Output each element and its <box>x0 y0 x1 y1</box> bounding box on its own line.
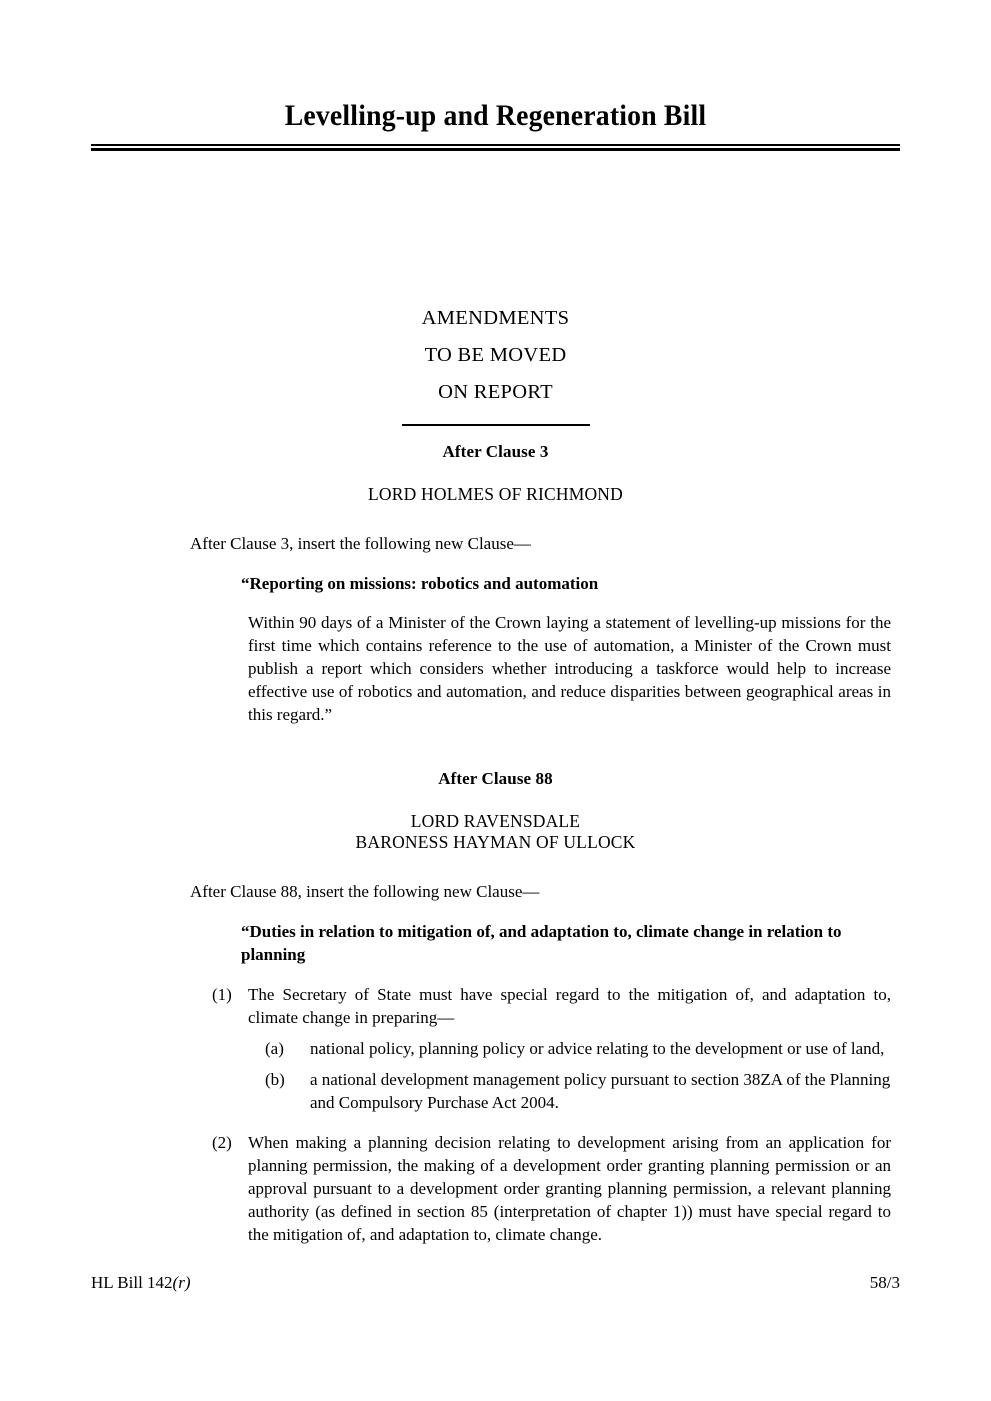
heading-line-amendments: AMENDMENTS <box>421 307 570 329</box>
subsection-marker: (2) <box>212 1133 232 1152</box>
sponsor-name: LORD HOLMES OF RICHMOND <box>368 484 623 504</box>
subsection-text: The Secretary of State must have special regard to the mitigation of, and adaptation to, climate change in preparing— <box>248 985 891 1027</box>
amendments-heading <box>91 300 900 426</box>
subsection <box>91 1131 900 1246</box>
bill-number-suffix: (r) <box>172 1273 191 1292</box>
bill-number-prefix: HL Bill 142 <box>91 1273 173 1292</box>
section-spacer <box>91 726 900 752</box>
page-number: 58/3 <box>869 1273 900 1292</box>
bill-number <box>91 1273 191 1293</box>
subsection-item <box>91 1068 900 1114</box>
amendment-lead-in: After Clause 3, insert the following new Clause— <box>190 534 531 553</box>
heading-line-to-be-moved: TO BE MOVED <box>424 344 567 366</box>
sponsor-name: LORD RAVENSDALE <box>410 811 581 831</box>
amendment-block <box>91 769 900 1246</box>
subsection-item-text: national policy, planning policy or advice relating to the development or use of land, <box>310 1039 885 1058</box>
title-block <box>91 100 900 150</box>
page-title: Levelling-up and Regeneration Bill <box>284 100 707 132</box>
subsection-item-marker: (b) <box>265 1070 285 1089</box>
amendment-block <box>91 442 900 726</box>
new-clause-heading: “Duties in relation to mitigation of, and adaptation to, climate change in relation to planning <box>241 922 842 964</box>
subsection-item <box>91 1037 900 1060</box>
title-rule-thick <box>91 148 900 151</box>
title-rule-thin <box>91 144 900 145</box>
amendment-lead-in: After Clause 88, insert the following new Clause— <box>190 882 540 901</box>
subsection-item-text: a national development management policy pursuant to section 38ZA of the Planning and Compulsory Purchase Act 2004. <box>310 1070 891 1112</box>
new-clause-body: Within 90 days of a Minister of the Crown laying a statement of levelling-up missions for the first time which contains reference to the use of automation, a Minister of the Crown must publish a report which considers whether introducing a taskforce would help to increase effective use of robotics and automation, and reduce disparities between geographical areas in this regard.” <box>248 613 891 724</box>
clause-label: After Clause 3 <box>442 442 549 461</box>
sponsor-list <box>91 811 900 853</box>
subsection-text: When making a planning decision relating to development arising from an application for planning permission, the making of a development order granting planning permission or an approval pursuant to a development order granting planning permission, a relevant planning authority (as defined in section 85 (interpretation of chapter 1)) must have special regard to the mitigation of, and adaptation to, climate change. <box>248 1133 891 1244</box>
new-clause-heading: “Reporting on missions: robotics and automation <box>241 574 599 593</box>
heading-line-on-report: ON REPORT <box>438 381 553 403</box>
clause-label: After Clause 88 <box>438 769 553 788</box>
sponsor-list <box>91 484 900 505</box>
title-double-rule <box>91 144 900 150</box>
page-footer <box>91 1273 900 1293</box>
subsection-marker: (1) <box>212 985 232 1004</box>
subsection-item-marker: (a) <box>265 1039 284 1058</box>
amendments-content <box>91 425 900 1246</box>
subsection <box>91 983 900 1029</box>
sponsor-name: BARONESS HAYMAN OF ULLOCK <box>355 832 636 852</box>
